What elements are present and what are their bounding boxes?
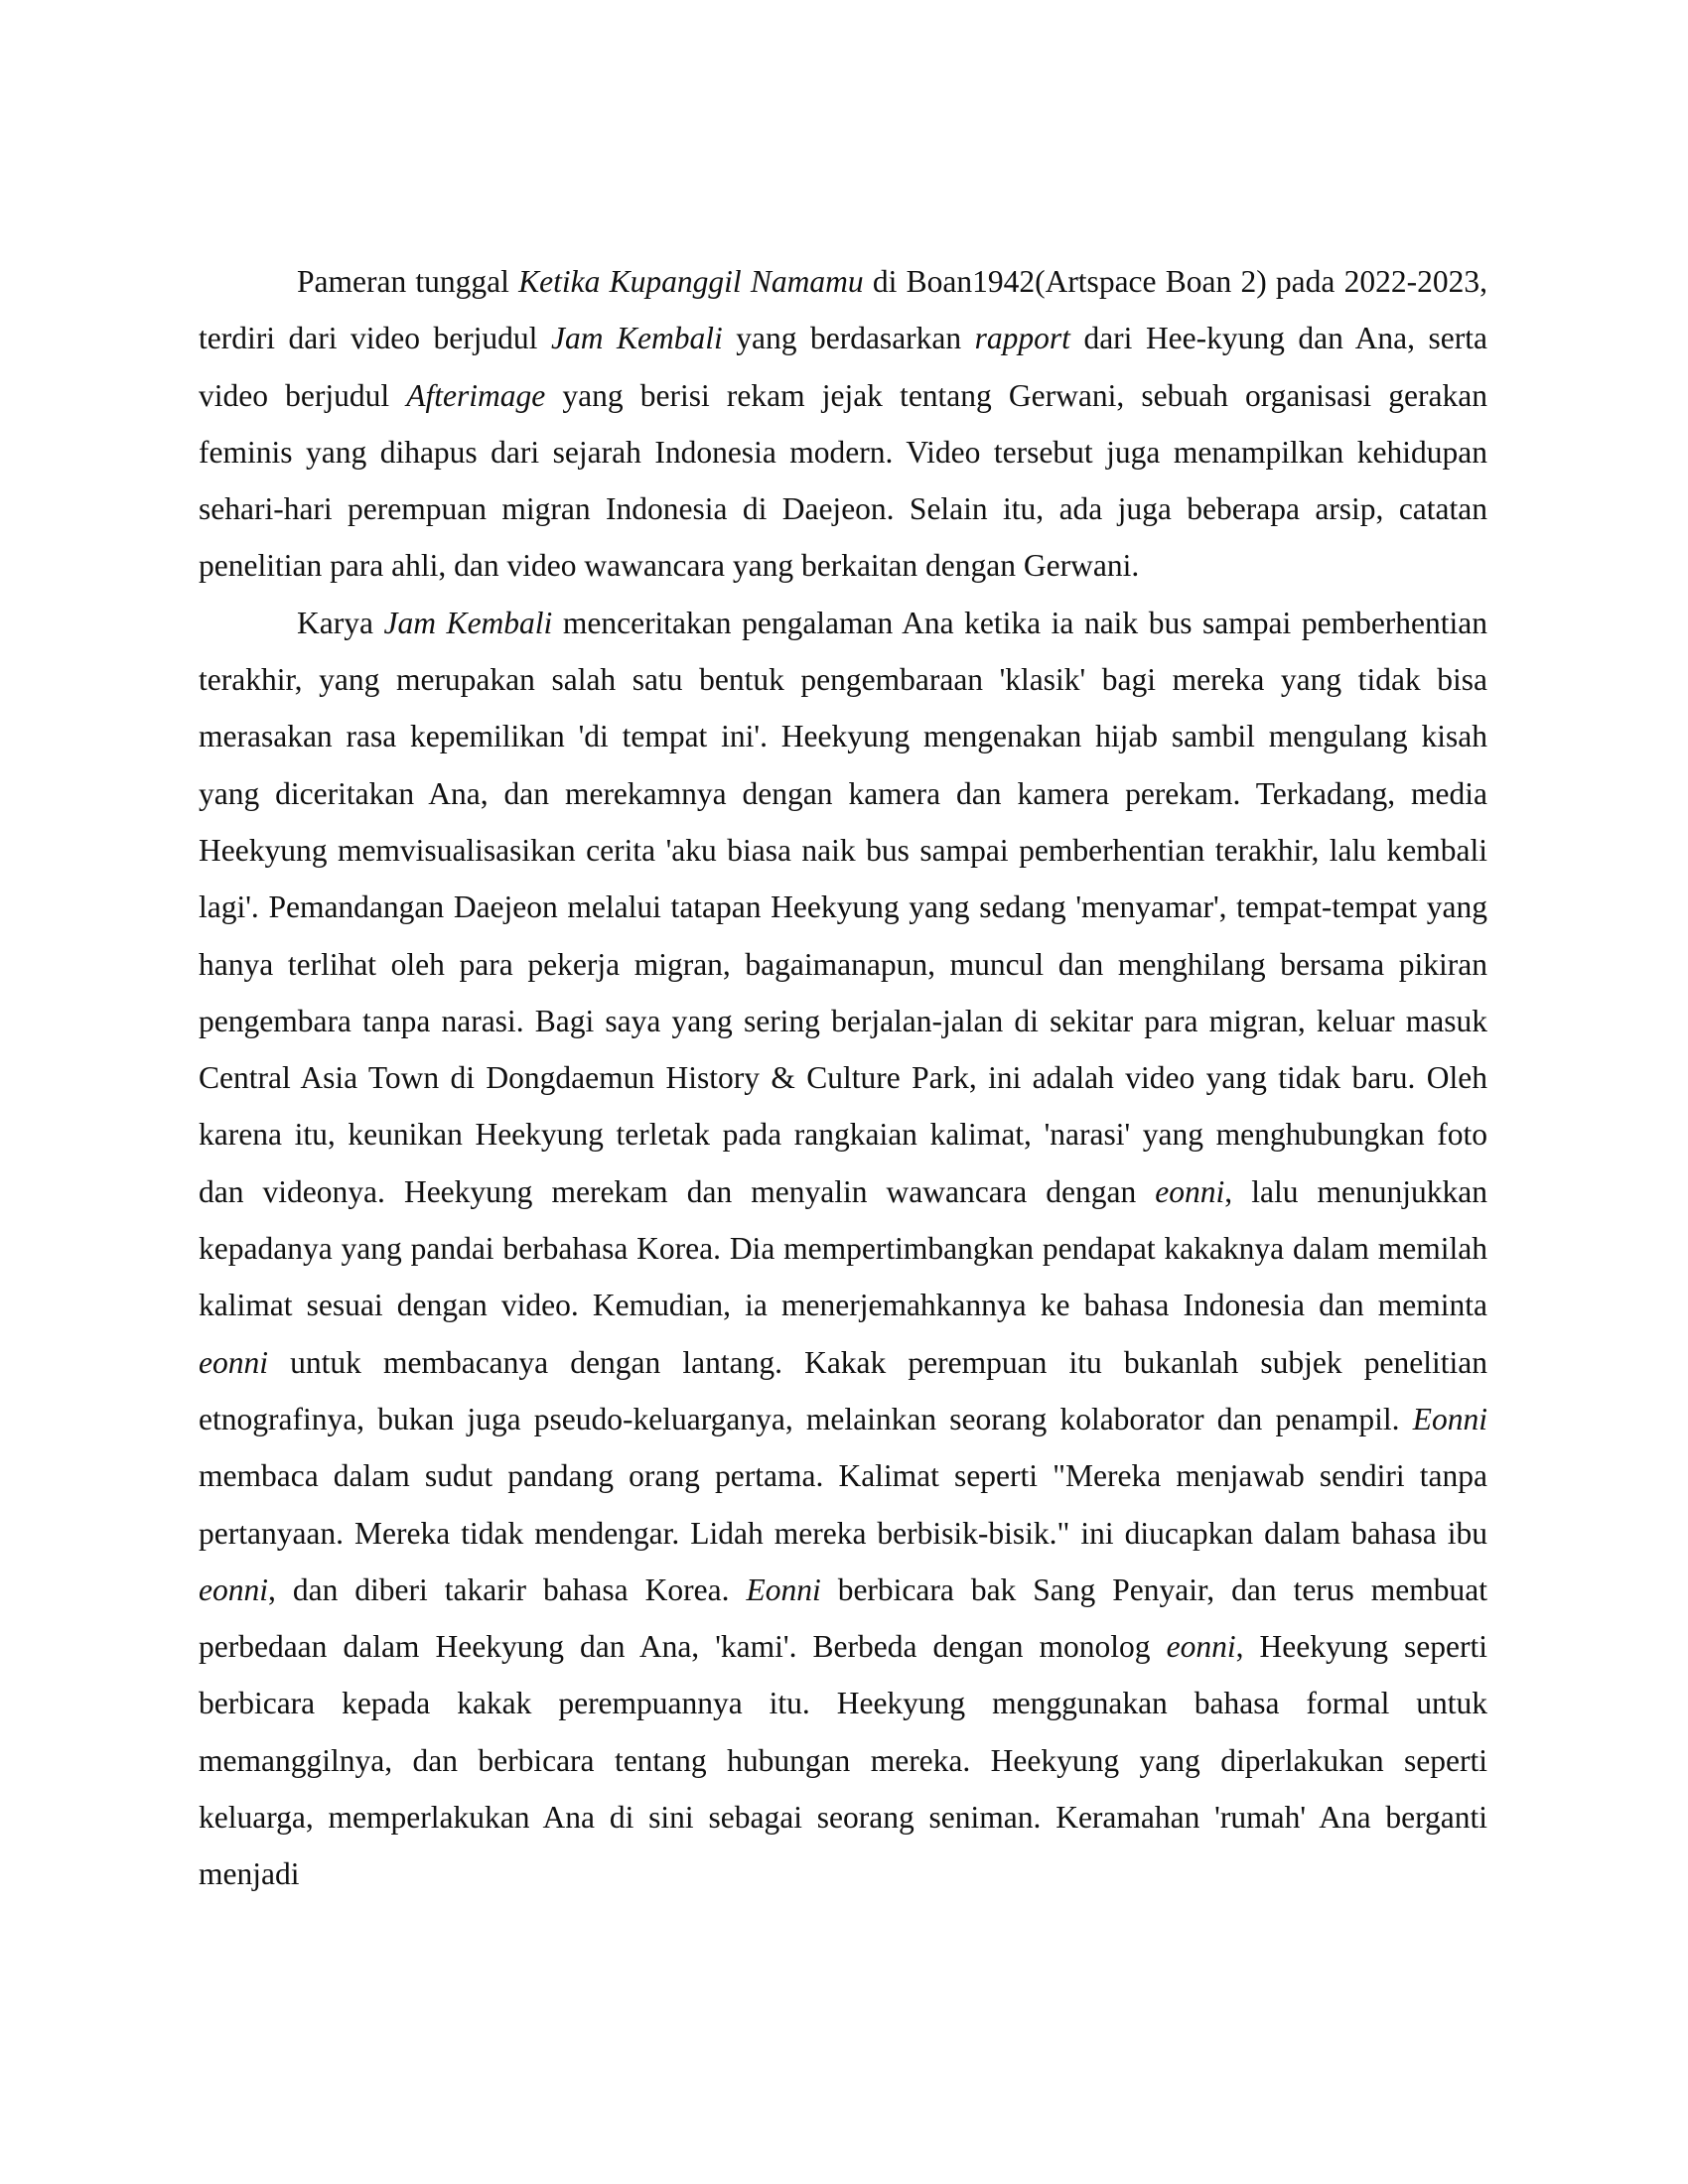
text-run: Pameran tunggal xyxy=(297,264,519,299)
text-run: dari Hee-kyung dan Ana, serta video berjudul xyxy=(199,321,1487,413)
text-run: , Heekyung seperti berbicara kepada kakak perempuannya itu. Heekyung menggunakan bahasa formal untuk memanggilnya, dan berbicara tentang hubungan mereka. Heekyung yang diperlakukan seperti keluarga, memperlakukan Ana di sini sebagai seorang seniman. Keramahan 'rumah' Ana berganti menjadi xyxy=(199,1629,1487,1892)
italic-term: Eonni xyxy=(746,1571,821,1607)
text-run: , lalu menunjukkan kepadanya yang pandai berbahasa Korea. Dia mempertimbangkan pendapat kakaknya dalam memilah kalimat sesuai dengan video. Kemudian, ia menerjemahkannya ke bahasa Indonesia dan meminta xyxy=(199,1173,1487,1323)
italic-title: Ketika Kupanggil Namamu xyxy=(518,264,864,299)
text-run: Karya xyxy=(297,605,384,640)
italic-term: Eonni xyxy=(1412,1401,1487,1436)
text-run: yang berisi rekam jejak tentang Gerwani, sebuah organisasi gerakan feminis yang dihapus dari sejarah Indonesia modern. Video tersebut juga menampilkan kehidupan sehari-hari perempuan migran Indonesia di Daejeon. Selain itu, ada juga beberapa arsip, catatan penelitian para ahli, dan video wawancara yang berkaitan dengan Gerwani. xyxy=(199,377,1487,584)
italic-term: eonni xyxy=(1155,1173,1225,1209)
italic-term: eonni xyxy=(1166,1629,1236,1665)
italic-term: rapport xyxy=(974,321,1070,356)
text-run: , dan diberi takarir bahasa Korea. xyxy=(267,1571,747,1607)
italic-term: eonni xyxy=(199,1344,268,1380)
paragraph-1 xyxy=(199,253,1487,595)
text-run: membaca dalam sudut pandang orang pertama. Kalimat seperti "Mereka menjawab sendiri tanpa pertanyaan. Mereka tidak mendengar. Lidah mereka berbisik-bisik." ini diucapkan dalam bahasa ibu xyxy=(199,1458,1487,1551)
italic-title: Jam Kembali xyxy=(383,605,553,640)
italic-title: Afterimage xyxy=(406,377,546,413)
paragraph-2 xyxy=(199,595,1487,1903)
text-run: yang berdasarkan xyxy=(722,321,975,356)
italic-title: Jam Kembali xyxy=(550,321,723,356)
body-text xyxy=(199,253,1487,1903)
text-run: di Boan1942(Artspace Boan 2) pada 2022-2023, terdiri dari video berjudul xyxy=(199,264,1487,356)
text-run: untuk membacanya dengan lantang. Kakak perempuan itu bukanlah subjek penelitian etnografinya, bukan juga pseudo-keluarganya, melainkan seorang kolaborator dan penampil. xyxy=(199,1344,1487,1436)
text-run: menceritakan pengalaman Ana ketika ia naik bus sampai pemberhentian terakhir, yang merupakan salah satu bentuk pengembaraan 'klasik' bagi mereka yang tidak bisa merasakan rasa kepemilikan 'di tempat ini'. Heekyung mengenakan hijab sambil mengulang kisah yang diceritakan Ana, dan merekamnya dengan kamera dan kamera perekam. Terkadang, media Heekyung memvisualisasikan cerita 'aku biasa naik bus sampai pemberhentian terakhir, lalu kembali lagi'. Pemandangan Daejeon melalui tatapan Heekyung yang sedang 'menyamar', tempat-tempat yang hanya terlihat oleh para pekerja migran, bagaimanapun, muncul dan menghilang bersama pikiran pengembara tanpa narasi. Bagi saya yang sering berjalan-jalan di sekitar para migran, keluar masuk Central Asia Town di Dongdaemun History & Culture Park, ini adalah video yang tidak baru. Oleh karena itu, keunikan Heekyung terletak pada rangkaian kalimat, 'narasi' yang menghubungkan foto dan videonya. Heekyung merekam dan menyalin wawancara dengan xyxy=(199,605,1488,1209)
text-run: berbicara bak Sang Penyair, dan terus membuat perbedaan dalam Heekyung dan Ana, 'kami'. Berbeda dengan monolog xyxy=(199,1571,1487,1665)
italic-term: eonni xyxy=(199,1571,268,1607)
